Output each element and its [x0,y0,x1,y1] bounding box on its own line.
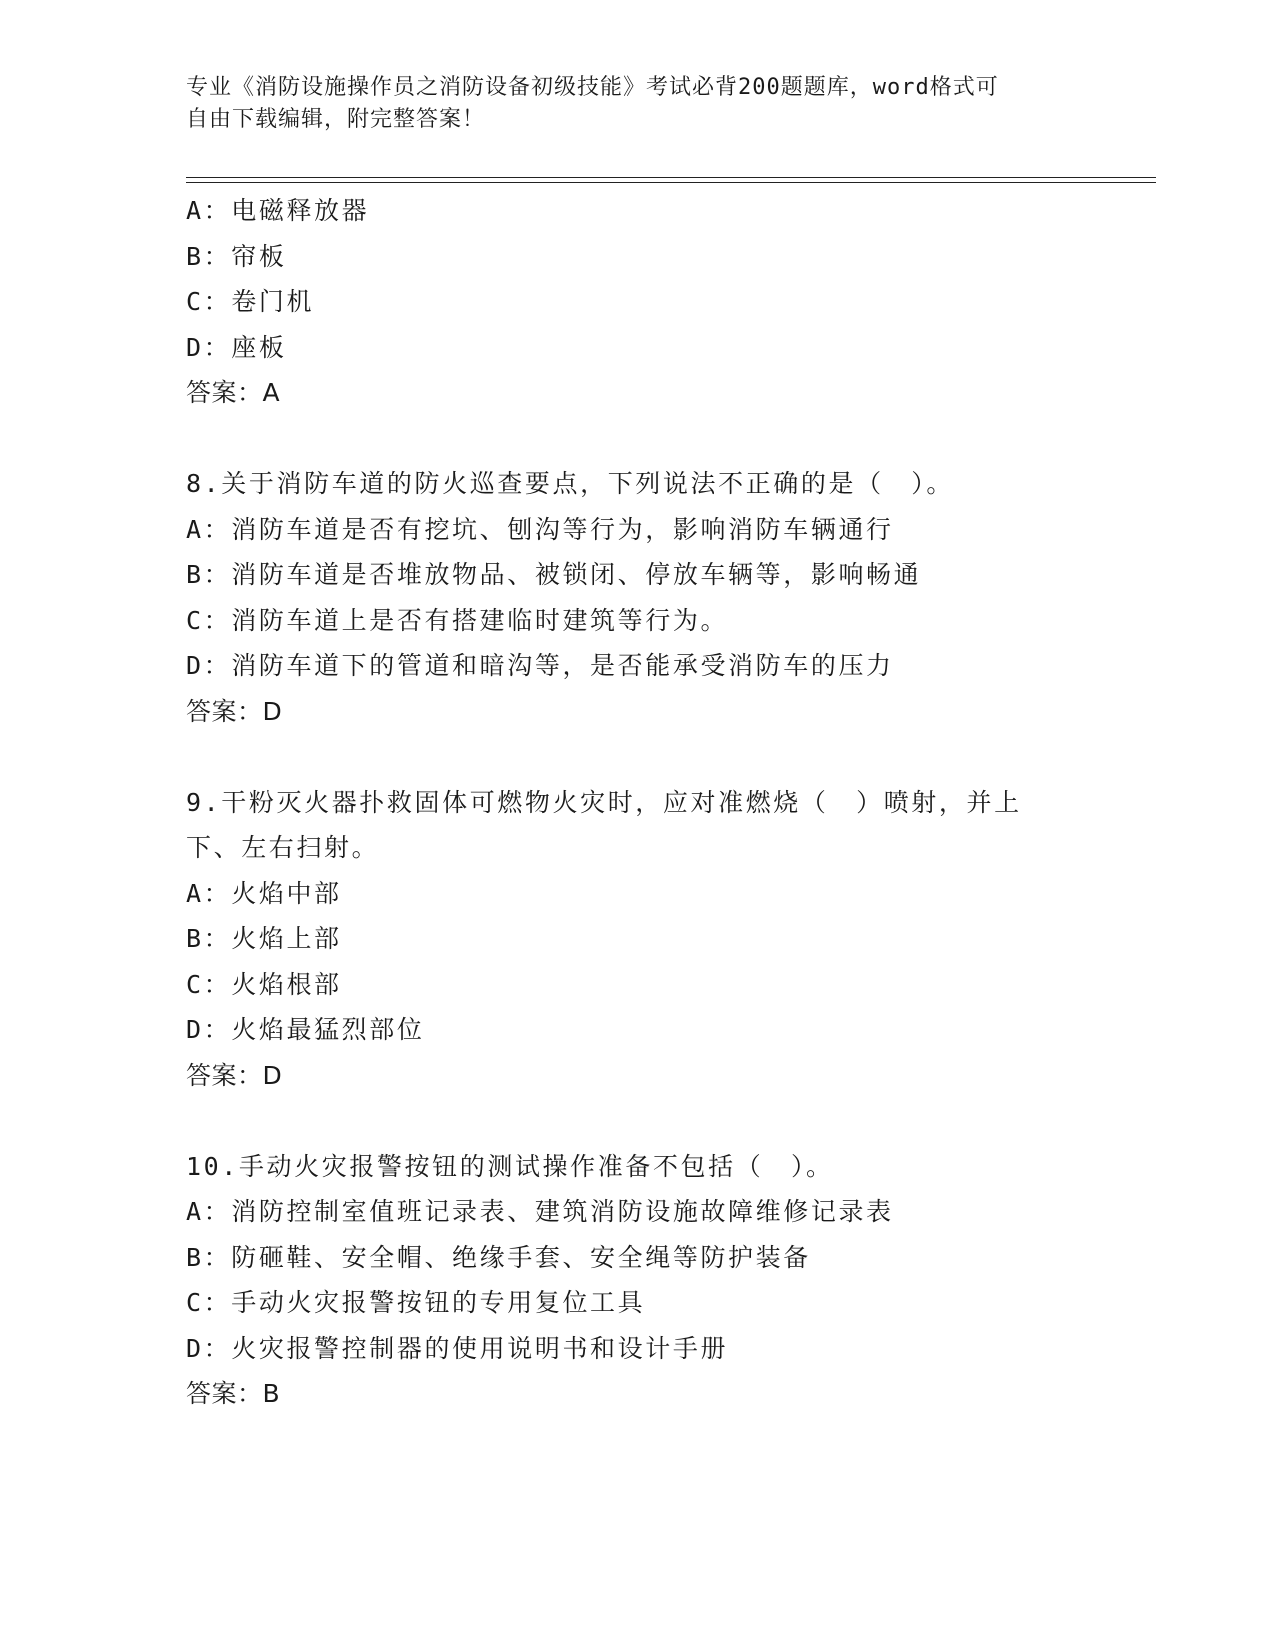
option-a: A：消防控制室值班记录表、建筑消防设施故障维修记录表 [186,1197,894,1226]
header-line-1: 专业《消防设施操作员之消防设备初级技能》考试必背200题题库，word格式可 [186,75,999,100]
option-d: D：消防车道下的管道和暗沟等，是否能承受消防车的压力 [186,651,894,680]
option-b: B：帘板 [186,241,287,271]
header-line-2: 自由下载编辑，附完整答案！ [186,107,486,132]
option-b: B：消防车道是否堆放物品、被锁闭、停放车辆等，影响畅通 [186,560,922,589]
option-b: B：火焰上部 [186,924,342,953]
option-d: D：火焰最猛烈部位 [186,1015,425,1044]
document-header [186,72,1086,136]
question-10 [186,1144,1146,1417]
option-a: A：消防车道是否有挖坑、刨沟等行为，影响消防车辆通行 [186,514,894,544]
answer: 答案：A [186,378,281,407]
spacer [186,416,1146,462]
question-9 [186,780,1146,1099]
option-c: C：火焰根部 [186,969,342,999]
option-c: C：卷门机 [186,287,315,316]
question-8 [186,461,1146,734]
answer: 答案：D [186,696,283,726]
option-b: B：防砸鞋、安全帽、绝缘手套、安全绳等防护装备 [186,1242,811,1272]
header-divider-top [186,177,1156,178]
option-a: A：火焰中部 [186,878,342,908]
option-a: A：电磁释放器 [186,196,370,225]
answer: 答案：B [186,1379,281,1408]
option-c: C：消防车道上是否有搭建临时建筑等行为。 [186,605,729,635]
question-list [186,188,1146,1417]
option-c: C：手动火灾报警按钮的专用复位工具 [186,1288,646,1317]
option-d: D：座板 [186,332,287,362]
question-text-line-2: 下、左右扫射。 [186,833,380,862]
option-d: D：火灾报警控制器的使用说明书和设计手册 [186,1333,729,1363]
question-text-line-1: 9.干粉灭火器扑救固体可燃物火灾时，应对准燃烧（ ）喷射，并上 [186,787,1022,817]
question-text: 10.手动火灾报警按钮的测试操作准备不包括（ ）。 [186,1151,834,1181]
spacer [186,1098,1146,1144]
spacer [186,734,1146,780]
question-7 [186,188,1146,416]
header-divider-bottom [186,182,1156,183]
answer: 答案：D [186,1060,283,1090]
question-text: 8.关于消防车道的防火巡查要点，下列说法不正确的是（ ）。 [186,469,955,498]
